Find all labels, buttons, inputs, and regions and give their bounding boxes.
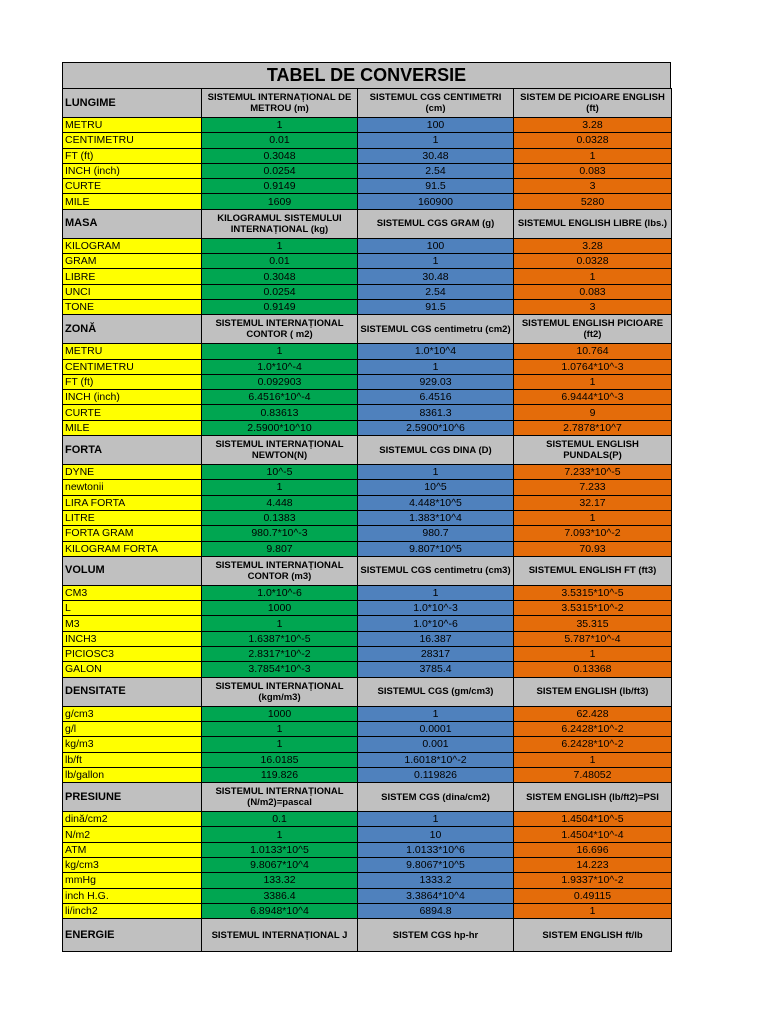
value-cell: 1 <box>358 359 514 374</box>
column-header: SISTEM CGS hp-hr <box>358 919 514 952</box>
column-header: SISTEM ENGLISH (lb/ft3) <box>514 677 672 706</box>
value-cell: 3.7854*10^-3 <box>202 662 358 677</box>
value-cell: 1 <box>202 737 358 752</box>
value-cell: 7.233*10^-5 <box>514 465 672 480</box>
table-row <box>63 842 672 857</box>
unit-label-cell: MILE <box>63 194 202 209</box>
value-cell: 0.1 <box>202 812 358 827</box>
column-header: SISTEM CGS (dina/cm2) <box>358 783 514 812</box>
value-cell: 133.32 <box>202 873 358 888</box>
unit-label-cell: lb/gallon <box>63 767 202 782</box>
unit-label-cell: ATM <box>63 842 202 857</box>
conversion-table <box>62 88 672 952</box>
value-cell: 1 <box>514 148 672 163</box>
value-cell: 9.807 <box>202 541 358 556</box>
unit-label-cell: CURTE <box>63 405 202 420</box>
unit-label-cell: INCH (inch) <box>63 390 202 405</box>
value-cell: 0.0328 <box>514 254 672 269</box>
value-cell: 2.7878*10^7 <box>514 420 672 435</box>
value-cell: 1.0133*10^6 <box>358 842 514 857</box>
value-cell: 1.0*10^-6 <box>202 585 358 600</box>
value-cell: 6.4516 <box>358 390 514 405</box>
value-cell: 32.17 <box>514 495 672 510</box>
unit-label-cell: METRU <box>63 118 202 133</box>
table-row <box>63 903 672 918</box>
value-cell: 1 <box>202 118 358 133</box>
value-cell: 2.54 <box>358 284 514 299</box>
value-cell: 1.0133*10^5 <box>202 842 358 857</box>
value-cell: 160900 <box>358 194 514 209</box>
table-row <box>63 133 672 148</box>
value-cell: 6.4516*10^-4 <box>202 390 358 405</box>
value-cell: 0.0254 <box>202 163 358 178</box>
table-row <box>63 405 672 420</box>
table-row <box>63 148 672 163</box>
value-cell: 3 <box>514 299 672 314</box>
value-cell: 28317 <box>358 647 514 662</box>
unit-label-cell: FORTA GRAM <box>63 526 202 541</box>
column-header: SISTEMUL ENGLISH FT (ft3) <box>514 556 672 585</box>
value-cell: 1 <box>202 238 358 253</box>
unit-label-cell: INCH3 <box>63 631 202 646</box>
value-cell: 0.01 <box>202 133 358 148</box>
value-cell: 3.5315*10^-2 <box>514 601 672 616</box>
table-row <box>63 752 672 767</box>
table-row <box>63 238 672 253</box>
value-cell: 10 <box>358 827 514 842</box>
value-cell: 1.383*10^4 <box>358 510 514 525</box>
value-cell: 6.2428*10^-2 <box>514 721 672 736</box>
value-cell: 9.8067*10^4 <box>202 857 358 872</box>
value-cell: 1 <box>514 752 672 767</box>
unit-label-cell: inch H.G. <box>63 888 202 903</box>
unit-label-cell: g/l <box>63 721 202 736</box>
unit-label-cell: li/inch2 <box>63 903 202 918</box>
unit-label-cell: mmHg <box>63 873 202 888</box>
value-cell: 0.083 <box>514 284 672 299</box>
value-cell: 100 <box>358 118 514 133</box>
unit-label-cell: UNCI <box>63 284 202 299</box>
unit-label-cell: DYNE <box>63 465 202 480</box>
table-row <box>63 662 672 677</box>
table-row <box>63 616 672 631</box>
value-cell: 1 <box>358 812 514 827</box>
column-header: SISTEMUL CGS centimetru (cm2) <box>358 315 514 344</box>
value-cell: 6894.8 <box>358 903 514 918</box>
value-cell: 1.0*10^-4 <box>202 359 358 374</box>
unit-label-cell: KILOGRAM FORTA <box>63 541 202 556</box>
value-cell: 1609 <box>202 194 358 209</box>
value-cell: 0.9149 <box>202 179 358 194</box>
value-cell: 119.826 <box>202 767 358 782</box>
unit-label-cell: LITRE <box>63 510 202 525</box>
value-cell: 1333.2 <box>358 873 514 888</box>
value-cell: 3.5315*10^-5 <box>514 585 672 600</box>
value-cell: 1.0*10^-3 <box>358 601 514 616</box>
unit-label-cell: dină/cm2 <box>63 812 202 827</box>
value-cell: 30.48 <box>358 148 514 163</box>
table-row <box>63 194 672 209</box>
column-header: SISTEMUL CGS centimetru (cm3) <box>358 556 514 585</box>
value-cell: 1 <box>358 254 514 269</box>
table-row <box>63 344 672 359</box>
unit-label-cell: g/cm3 <box>63 706 202 721</box>
table-row <box>63 179 672 194</box>
table-row <box>63 737 672 752</box>
value-cell: 1 <box>514 269 672 284</box>
section-header-row <box>63 919 672 952</box>
table-row <box>63 601 672 616</box>
section-name: LUNGIME <box>63 89 202 118</box>
value-cell: 3785.4 <box>358 662 514 677</box>
column-header: SISTEMUL CGS CENTIMETRI (cm) <box>358 89 514 118</box>
column-header: SISTEMUL INTERNAȚIONAL CONTOR ( m2) <box>202 315 358 344</box>
unit-label-cell: L <box>63 601 202 616</box>
section-header-row <box>63 209 672 238</box>
value-cell: 980.7*10^-3 <box>202 526 358 541</box>
value-cell: 10.764 <box>514 344 672 359</box>
value-cell: 4.448 <box>202 495 358 510</box>
unit-label-cell: FT (ft) <box>63 148 202 163</box>
value-cell: 980.7 <box>358 526 514 541</box>
value-cell: 70.93 <box>514 541 672 556</box>
value-cell: 0.083 <box>514 163 672 178</box>
section-header-row <box>63 436 672 465</box>
unit-label-cell: newtonii <box>63 480 202 495</box>
value-cell: 7.48052 <box>514 767 672 782</box>
table-row <box>63 390 672 405</box>
value-cell: 1.4504*10^-4 <box>514 827 672 842</box>
value-cell: 0.83613 <box>202 405 358 420</box>
column-header: SISTEMUL INTERNAȚIONAL (kgm/m3) <box>202 677 358 706</box>
unit-label-cell: TONE <box>63 299 202 314</box>
value-cell: 0.1383 <box>202 510 358 525</box>
value-cell: 16.696 <box>514 842 672 857</box>
value-cell: 1 <box>202 827 358 842</box>
value-cell: 3.28 <box>514 238 672 253</box>
unit-label-cell: INCH (inch) <box>63 163 202 178</box>
value-cell: 9 <box>514 405 672 420</box>
column-header: SISTEM ENGLISH (lb/ft2)=PSI <box>514 783 672 812</box>
table-row <box>63 510 672 525</box>
column-header: SISTEM DE PICIOARE ENGLISH (ft) <box>514 89 672 118</box>
section-name: ENERGIE <box>63 919 202 952</box>
value-cell: 1 <box>202 480 358 495</box>
table-row <box>63 873 672 888</box>
value-cell: 1 <box>514 374 672 389</box>
table-row <box>63 118 672 133</box>
value-cell: 1.4504*10^-5 <box>514 812 672 827</box>
value-cell: 1000 <box>202 706 358 721</box>
value-cell: 1 <box>358 706 514 721</box>
section-header-row <box>63 556 672 585</box>
unit-label-cell: lb/ft <box>63 752 202 767</box>
value-cell: 10^-5 <box>202 465 358 480</box>
unit-label-cell: PICIOSC3 <box>63 647 202 662</box>
unit-label-cell: GRAM <box>63 254 202 269</box>
section-name: PRESIUNE <box>63 783 202 812</box>
value-cell: 1 <box>514 510 672 525</box>
value-cell: 1 <box>358 133 514 148</box>
value-cell: 2.5900*10^10 <box>202 420 358 435</box>
value-cell: 6.9444*10^-3 <box>514 390 672 405</box>
column-header: KILOGRAMUL SISTEMULUI INTERNAȚIONAL (kg) <box>202 209 358 238</box>
value-cell: 929.03 <box>358 374 514 389</box>
column-header: SISTEMUL INTERNAȚIONAL J <box>202 919 358 952</box>
value-cell: 1 <box>202 721 358 736</box>
table-row <box>63 888 672 903</box>
value-cell: 0.49115 <box>514 888 672 903</box>
table-row <box>63 827 672 842</box>
unit-label-cell: GALON <box>63 662 202 677</box>
value-cell: 1000 <box>202 601 358 616</box>
unit-label-cell: LIRA FORTA <box>63 495 202 510</box>
section-name: DENSITATE <box>63 677 202 706</box>
section-header-row <box>63 315 672 344</box>
table-row <box>63 480 672 495</box>
table-row <box>63 420 672 435</box>
value-cell: 6.8948*10^4 <box>202 903 358 918</box>
value-cell: 1.0*10^4 <box>358 344 514 359</box>
unit-label-cell: N/m2 <box>63 827 202 842</box>
column-header: SISTEM ENGLISH ft/lb <box>514 919 672 952</box>
value-cell: 14.223 <box>514 857 672 872</box>
column-header: SISTEMUL ENGLISH PICIOARE (ft2) <box>514 315 672 344</box>
value-cell: 100 <box>358 238 514 253</box>
unit-label-cell: CENTIMETRU <box>63 359 202 374</box>
unit-label-cell: FT (ft) <box>63 374 202 389</box>
value-cell: 0.3048 <box>202 269 358 284</box>
value-cell: 3 <box>514 179 672 194</box>
value-cell: 0.13368 <box>514 662 672 677</box>
section-name: ZONĂ <box>63 315 202 344</box>
section-header-row <box>63 783 672 812</box>
value-cell: 2.54 <box>358 163 514 178</box>
value-cell: 8361.3 <box>358 405 514 420</box>
value-cell: 16.387 <box>358 631 514 646</box>
unit-label-cell: MILE <box>63 420 202 435</box>
conversion-table-body <box>63 89 672 952</box>
value-cell: 91.5 <box>358 299 514 314</box>
value-cell: 0.0001 <box>358 721 514 736</box>
value-cell: 0.001 <box>358 737 514 752</box>
table-row <box>63 526 672 541</box>
column-header: SISTEMUL CGS (gm/cm3) <box>358 677 514 706</box>
unit-label-cell: CENTIMETRU <box>63 133 202 148</box>
table-row <box>63 857 672 872</box>
value-cell: 91.5 <box>358 179 514 194</box>
column-header: SISTEMUL ENGLISH PUNDALS(P) <box>514 436 672 465</box>
value-cell: 1.0764*10^-3 <box>514 359 672 374</box>
value-cell: 0.092903 <box>202 374 358 389</box>
value-cell: 1.9337*10^-2 <box>514 873 672 888</box>
table-row <box>63 299 672 314</box>
table-row <box>63 163 672 178</box>
sheet-title: TABEL DE CONVERSIE <box>62 62 671 88</box>
table-row <box>63 254 672 269</box>
unit-label-cell: CURTE <box>63 179 202 194</box>
value-cell: 2.5900*10^6 <box>358 420 514 435</box>
value-cell: 7.093*10^-2 <box>514 526 672 541</box>
value-cell: 1 <box>358 465 514 480</box>
table-row <box>63 541 672 556</box>
value-cell: 3.3864*10^4 <box>358 888 514 903</box>
table-row <box>63 721 672 736</box>
value-cell: 5280 <box>514 194 672 209</box>
section-header-row <box>63 677 672 706</box>
value-cell: 7.233 <box>514 480 672 495</box>
value-cell: 2.8317*10^-2 <box>202 647 358 662</box>
value-cell: 0.9149 <box>202 299 358 314</box>
column-header: SISTEMUL INTERNAȚIONAL CONTOR (m3) <box>202 556 358 585</box>
value-cell: 1 <box>202 616 358 631</box>
unit-label-cell: kg/m3 <box>63 737 202 752</box>
unit-label-cell: LIBRE <box>63 269 202 284</box>
table-row <box>63 767 672 782</box>
value-cell: 1 <box>358 585 514 600</box>
section-name: MASA <box>63 209 202 238</box>
column-header: SISTEMUL CGS DINA (D) <box>358 436 514 465</box>
value-cell: 3.28 <box>514 118 672 133</box>
value-cell: 1 <box>514 903 672 918</box>
unit-label-cell: METRU <box>63 344 202 359</box>
table-row <box>63 585 672 600</box>
value-cell: 1 <box>202 344 358 359</box>
value-cell: 35.315 <box>514 616 672 631</box>
column-header: SISTEMUL INTERNAȚIONAL DE METROU (m) <box>202 89 358 118</box>
value-cell: 1.0*10^-6 <box>358 616 514 631</box>
column-header: SISTEMUL CGS GRAM (g) <box>358 209 514 238</box>
conversion-sheet <box>62 62 671 952</box>
table-row <box>63 284 672 299</box>
value-cell: 9.807*10^5 <box>358 541 514 556</box>
section-header-row <box>63 89 672 118</box>
value-cell: 1.6387*10^-5 <box>202 631 358 646</box>
table-row <box>63 706 672 721</box>
section-name: VOLUM <box>63 556 202 585</box>
value-cell: 1 <box>514 647 672 662</box>
unit-label-cell: M3 <box>63 616 202 631</box>
value-cell: 0.119826 <box>358 767 514 782</box>
value-cell: 9.8067*10^5 <box>358 857 514 872</box>
table-row <box>63 631 672 646</box>
column-header: SISTEMUL INTERNAȚIONAL (N/m2)=pascal <box>202 783 358 812</box>
table-row <box>63 359 672 374</box>
table-row <box>63 647 672 662</box>
table-row <box>63 495 672 510</box>
value-cell: 3386.4 <box>202 888 358 903</box>
value-cell: 4.448*10^5 <box>358 495 514 510</box>
value-cell: 10^5 <box>358 480 514 495</box>
value-cell: 5.787*10^-4 <box>514 631 672 646</box>
value-cell: 0.0328 <box>514 133 672 148</box>
unit-label-cell: kg/cm3 <box>63 857 202 872</box>
column-header: SISTEMUL ENGLISH LIBRE (lbs.) <box>514 209 672 238</box>
table-row <box>63 269 672 284</box>
table-row <box>63 465 672 480</box>
unit-label-cell: KILOGRAM <box>63 238 202 253</box>
section-name: FORTA <box>63 436 202 465</box>
unit-label-cell: CM3 <box>63 585 202 600</box>
value-cell: 0.3048 <box>202 148 358 163</box>
value-cell: 16.0185 <box>202 752 358 767</box>
value-cell: 30.48 <box>358 269 514 284</box>
column-header: SISTEMUL INTERNAȚIONAL NEWTON(N) <box>202 436 358 465</box>
value-cell: 0.01 <box>202 254 358 269</box>
value-cell: 62.428 <box>514 706 672 721</box>
value-cell: 1.6018*10^-2 <box>358 752 514 767</box>
table-row <box>63 374 672 389</box>
value-cell: 0.0254 <box>202 284 358 299</box>
table-row <box>63 812 672 827</box>
value-cell: 6.2428*10^-2 <box>514 737 672 752</box>
